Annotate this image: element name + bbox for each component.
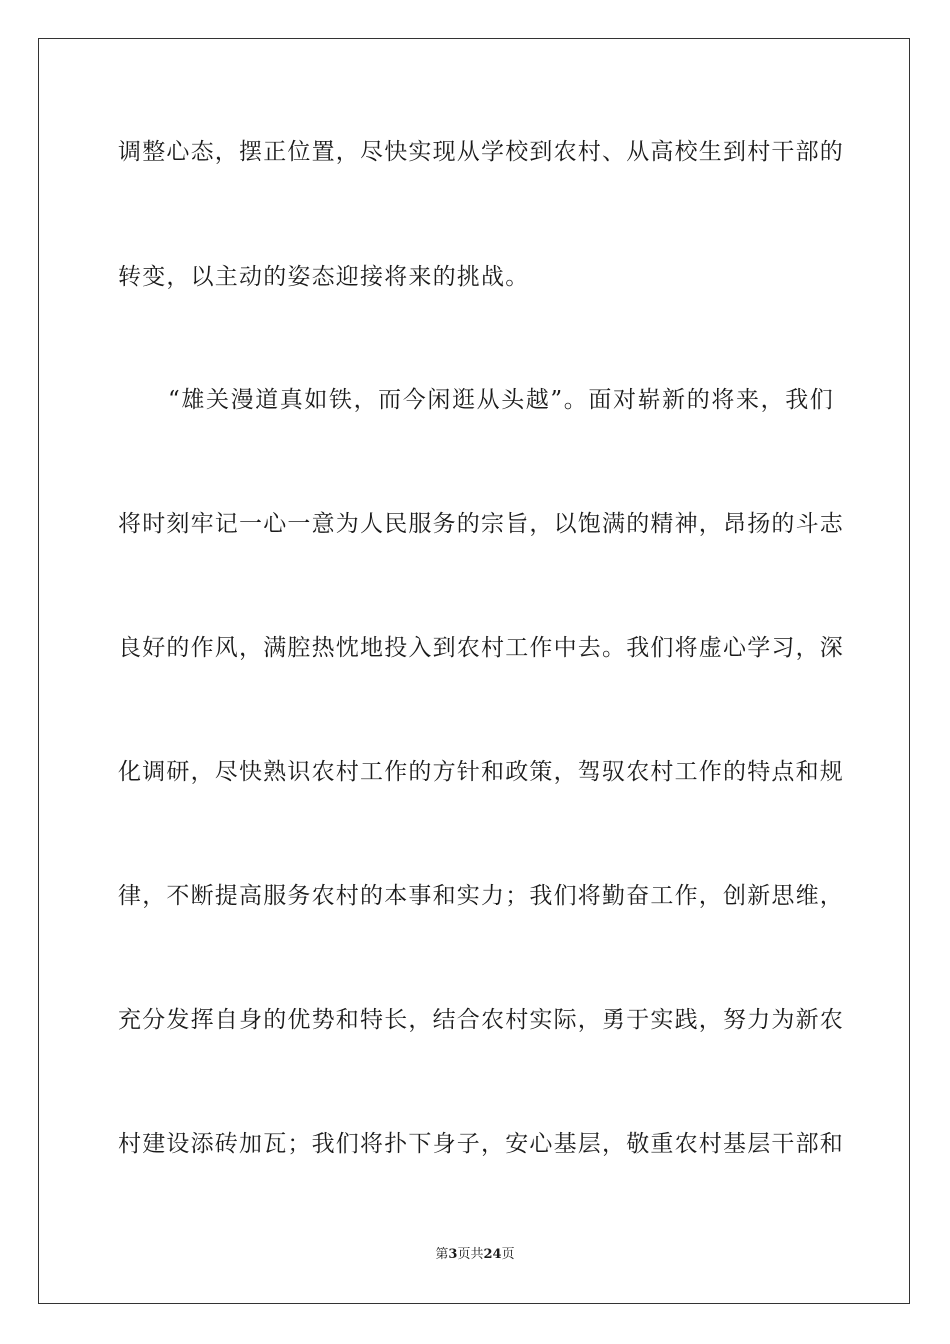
footer-total-suffix: 页	[501, 1247, 515, 1262]
footer-current-page: 3	[448, 1247, 458, 1262]
body-line-7: 律，不断提高服务农村的本事和实力；我们将勤奋工作，创新思维，	[118, 883, 844, 909]
body-line-1: 调整心态，摆正位置，尽快实现从学校到农村、从高校生到村干部的	[118, 139, 844, 165]
body-line-8: 充分发挥自身的优势和特长，结合农村实际，勇于实践，努力为新农	[118, 1007, 844, 1033]
body-line-5: 良好的作风，满腔热忱地投入到农村工作中去。我们将虚心学习，深	[118, 635, 844, 661]
body-line-3: “雄关漫道真如铁，而今闲逛从头越”。面对崭新的将来，我们	[168, 387, 834, 413]
body-line-2: 转变，以主动的姿态迎接将来的挑战。	[118, 264, 530, 290]
footer-page-prefix: 第	[435, 1247, 449, 1262]
body-line-4: 将时刻牢记一心一意为人民服务的宗旨，以饱满的精神，昂扬的斗志	[118, 511, 844, 537]
footer-total-prefix: 共	[470, 1247, 484, 1262]
page-frame	[38, 38, 910, 1304]
body-line-6: 化调研，尽快熟识农村工作的方针和政策，驾驭农村工作的特点和规	[118, 759, 844, 785]
body-line-9: 村建设添砖加瓦；我们将扑下身子，安心基层，敬重农村基层干部和	[118, 1131, 844, 1157]
page-footer	[0, 1247, 950, 1263]
footer-total-pages: 24	[483, 1247, 502, 1262]
footer-page-suffix: 页	[457, 1247, 471, 1262]
